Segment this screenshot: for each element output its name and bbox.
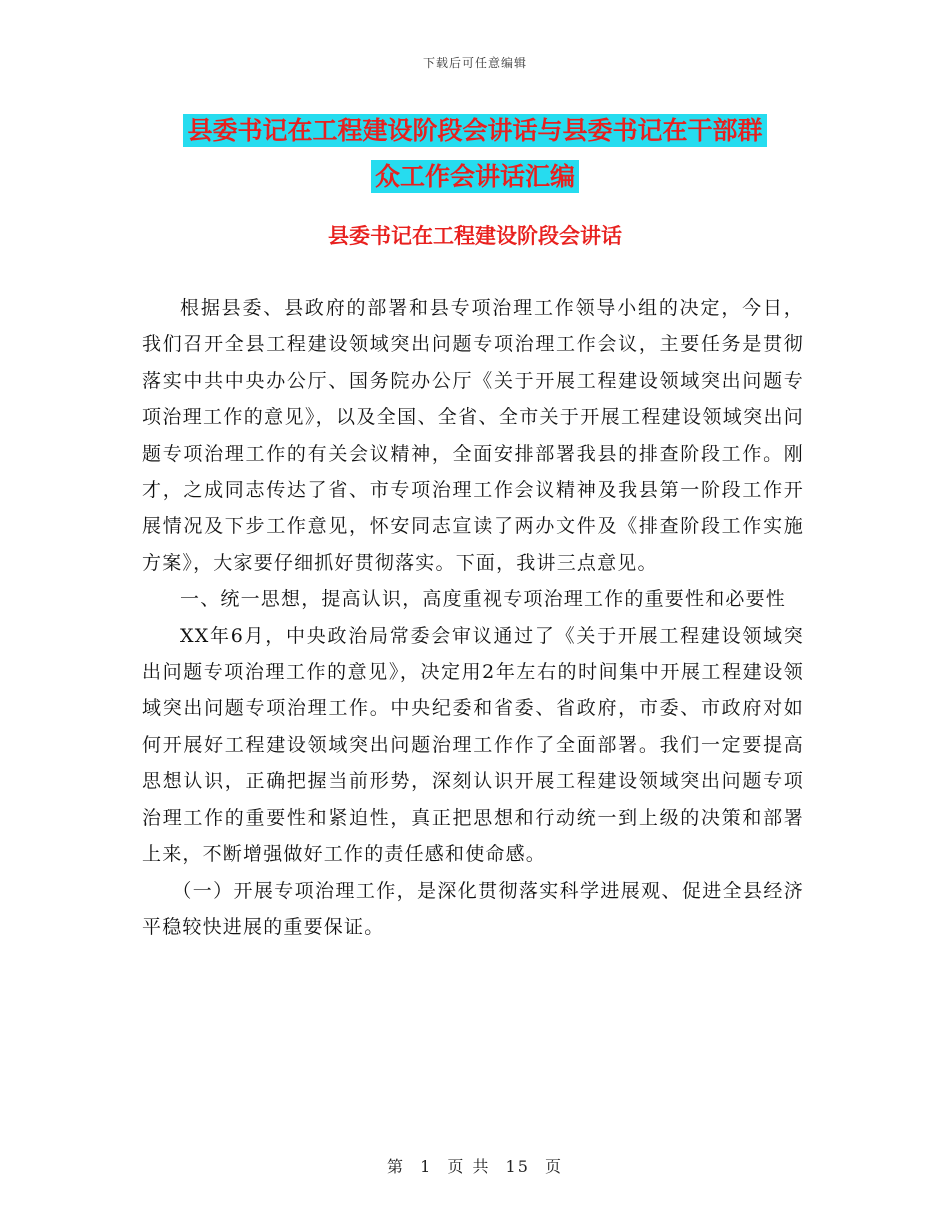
main-title — [140, 108, 810, 200]
section-title: 县委书记在工程建设阶段会讲话 — [328, 223, 622, 248]
body-text — [142, 290, 804, 945]
main-title-line-2: 众工作会讲话汇编 — [371, 160, 579, 193]
footer-total-pages: 15 — [505, 1157, 530, 1176]
main-title-line-1: 县委书记在工程建设阶段会讲话与县委书记在干部群 — [183, 114, 766, 147]
footer-page-number: 1 — [420, 1157, 433, 1176]
paragraph: 一、统一思想，提高认识，高度重视专项治理工作的重要性和必要性 — [180, 588, 787, 611]
footer-middle: 页 共 — [447, 1157, 491, 1176]
header-note: 下载后可任意编辑 — [422, 56, 527, 70]
footer-suffix: 页 — [545, 1157, 564, 1176]
page-footer — [0, 1154, 950, 1177]
paragraph: 根据县委、县政府的部署和县专项治理工作领导小组的决定，今日，我们召开全县工程建设领域突出问题专项治理工作会议，主要任务是贯彻落实中共中央办公厅、国务院办公厅《关于开展工程建设领域突出问题专项治理工作的意见》，以及全国、全省、全市关于开展工程建设领域突出问题专项治理工作的有关会议精神，全面安排部署我县的排查阶段工作。刚才，之成同志传达了省、市专项治理工作会议精神及我县第一阶段工作开展情况及下步工作意见，怀安同志宣读了两办文件及《排查阶段工作实施方案》，大家要仔细抓好贯彻落实。下面，我讲三点意见。 — [142, 297, 804, 574]
paragraph: XX年6月，中央政治局常委会审议通过了《关于开展工程建设领域突出问题专项治理工作的意见》，决定用2年左右的时间集中开展工程建设领域突出问题专项治理工作。中央纪委和省委、省政府，市委、市政府对如何开展好工程建设领域突出问题治理工作作了全面部署。我们一定要提高思想认识，正确把握当前形势，深刻认识开展工程建设领域突出问题专项治理工作的重要性和紧迫性，真正把思想和行动统一到上级的决策和部署上来，不断增强做好工作的责任感和使命感。 — [142, 624, 804, 866]
paragraph: （一）开展专项治理工作，是深化贯彻落实科学进展观、促进全县经济平稳较快进展的重要保证。 — [142, 879, 804, 938]
footer-prefix: 第 — [386, 1157, 405, 1176]
